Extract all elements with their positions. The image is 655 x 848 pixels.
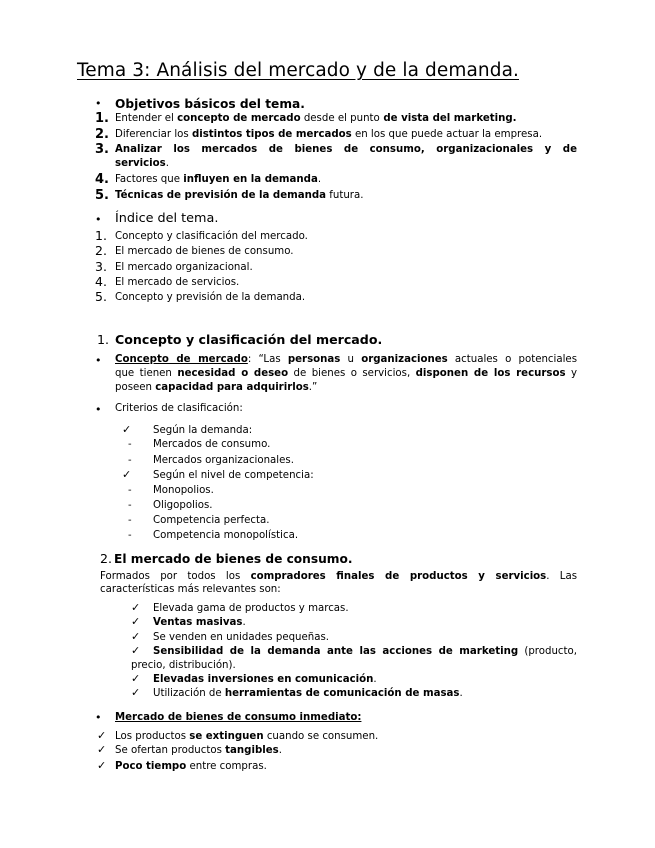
objetivo-item-3-line2: servicios. bbox=[115, 158, 169, 169]
objetivo-item-1: Entender el concepto de mercado desde el punto de vista del marketing. bbox=[115, 113, 517, 124]
dash-icon: - bbox=[128, 515, 132, 526]
section-number: 1. bbox=[97, 332, 110, 347]
objetivo-item-4: Factores que influyen en la demanda. bbox=[115, 174, 322, 185]
list-number: 2. bbox=[95, 127, 109, 142]
checkmark-icon: ✓ bbox=[97, 759, 107, 772]
criterio-item: Mercados de consumo. bbox=[153, 439, 271, 450]
list-number: 4. bbox=[95, 274, 107, 289]
bullet-icon bbox=[95, 403, 102, 417]
objetivo-item-3-line1: Analizar los mercados de bienes de consumo, organizacionales y de bbox=[115, 144, 577, 155]
criterio-item: Mercados organizacionales. bbox=[153, 455, 294, 466]
checkmark-icon: ✓ bbox=[131, 615, 141, 628]
checkmark-icon: ✓ bbox=[131, 686, 141, 699]
objetivo-item-5: Técnicas de previsión de la demanda futura. bbox=[115, 190, 364, 201]
checkmark-icon: ✓ bbox=[131, 644, 141, 657]
section-1-heading: Concepto y clasificación del mercado. bbox=[115, 332, 383, 347]
intro-line-1: Formados por todos los compradores finales de productos y servicios. Las bbox=[100, 571, 578, 582]
criterio-item: Competencia perfecta. bbox=[153, 515, 270, 526]
list-number: 5. bbox=[95, 188, 109, 203]
inmediato-item-1: Los productos se extinguen cuando se consumen. bbox=[115, 731, 379, 742]
indice-item-2: El mercado de bienes de consumo. bbox=[115, 246, 294, 257]
definicion-line-2: que tienen necesidad o deseo de bienes o servicios, disponen de los recursos y bbox=[115, 368, 577, 379]
indice-item-5: Concepto y previsión de la demanda. bbox=[115, 292, 306, 303]
dash-icon: - bbox=[128, 500, 132, 511]
criterio-demanda: Según la demanda: bbox=[153, 425, 253, 436]
list-number: 3. bbox=[95, 259, 107, 274]
dash-icon: - bbox=[128, 439, 132, 450]
intro-line-2: características más relevantes son: bbox=[100, 584, 281, 595]
caracteristica-4: Sensibilidad de la demanda ante las acciones de marketing (producto, bbox=[153, 646, 577, 657]
inmediato-item-2: Se ofertan productos tangibles. bbox=[115, 745, 282, 756]
definicion-line-3: poseen capacidad para adquirirlos.” bbox=[115, 382, 318, 393]
list-number: 5. bbox=[95, 289, 107, 304]
list-number: 4. bbox=[95, 172, 109, 187]
criterio-competencia: Según el nivel de competencia: bbox=[153, 470, 314, 481]
checkmark-icon: ✓ bbox=[131, 601, 141, 614]
caracteristica-2: Ventas masivas. bbox=[153, 617, 246, 628]
list-number: 1. bbox=[95, 111, 109, 126]
checkmark-icon: ✓ bbox=[97, 743, 107, 756]
indice-item-4: El mercado de servicios. bbox=[115, 277, 240, 288]
indice-item-1: Concepto y clasificación del mercado. bbox=[115, 231, 308, 242]
criterio-item: Competencia monopolística. bbox=[153, 530, 299, 541]
checkmark-icon: ✓ bbox=[131, 630, 141, 643]
checkmark-icon: ✓ bbox=[131, 672, 141, 685]
page-title: Tema 3: Análisis del mercado y de la demanda. bbox=[77, 60, 520, 81]
caracteristica-4-line2: precio, distribución). bbox=[131, 660, 236, 671]
definicion-line-1: Concepto de mercado: “Las personas u organizaciones actuales o potenciales bbox=[115, 354, 578, 365]
bullet-icon bbox=[95, 97, 102, 111]
list-number: 3. bbox=[95, 142, 109, 157]
caracteristica-6: Utilización de herramientas de comunicación de masas. bbox=[153, 688, 463, 699]
caracteristica-5: Elevadas inversiones en comunicación. bbox=[153, 674, 377, 685]
indice-item-3: El mercado organizacional. bbox=[115, 262, 253, 273]
criterios-label: Criterios de clasificación: bbox=[115, 403, 243, 414]
bullet-icon bbox=[95, 711, 102, 725]
criterio-item: Oligopolios. bbox=[153, 500, 213, 511]
checkmark-icon: ✓ bbox=[122, 468, 132, 481]
criterio-item: Monopolios. bbox=[153, 485, 214, 496]
caracteristica-3: Se venden en unidades pequeñas. bbox=[153, 632, 330, 643]
dash-icon: - bbox=[128, 530, 132, 541]
inmediato-heading: Mercado de bienes de consumo inmediato: bbox=[115, 712, 362, 723]
objetivo-item-2: Diferenciar los distintos tipos de mercados en los que puede actuar la empresa. bbox=[115, 129, 543, 140]
section-number: 2. bbox=[100, 551, 113, 566]
bullet-icon bbox=[95, 213, 102, 227]
checkmark-icon: ✓ bbox=[97, 729, 107, 742]
caracteristica-1: Elevada gama de productos y marcas. bbox=[153, 603, 349, 614]
bullet-icon bbox=[95, 354, 102, 368]
dash-icon: - bbox=[128, 455, 132, 466]
list-number: 1. bbox=[95, 228, 107, 243]
section-2-heading: El mercado de bienes de consumo. bbox=[114, 552, 353, 566]
dash-icon: - bbox=[128, 485, 132, 496]
inmediato-item-3: Poco tiempo entre compras. bbox=[115, 761, 267, 772]
checkmark-icon: ✓ bbox=[122, 423, 132, 436]
indice-heading: Índice del tema. bbox=[115, 211, 219, 226]
list-number: 2. bbox=[95, 243, 107, 258]
objetivos-heading: Objetivos básicos del tema. bbox=[115, 97, 305, 111]
